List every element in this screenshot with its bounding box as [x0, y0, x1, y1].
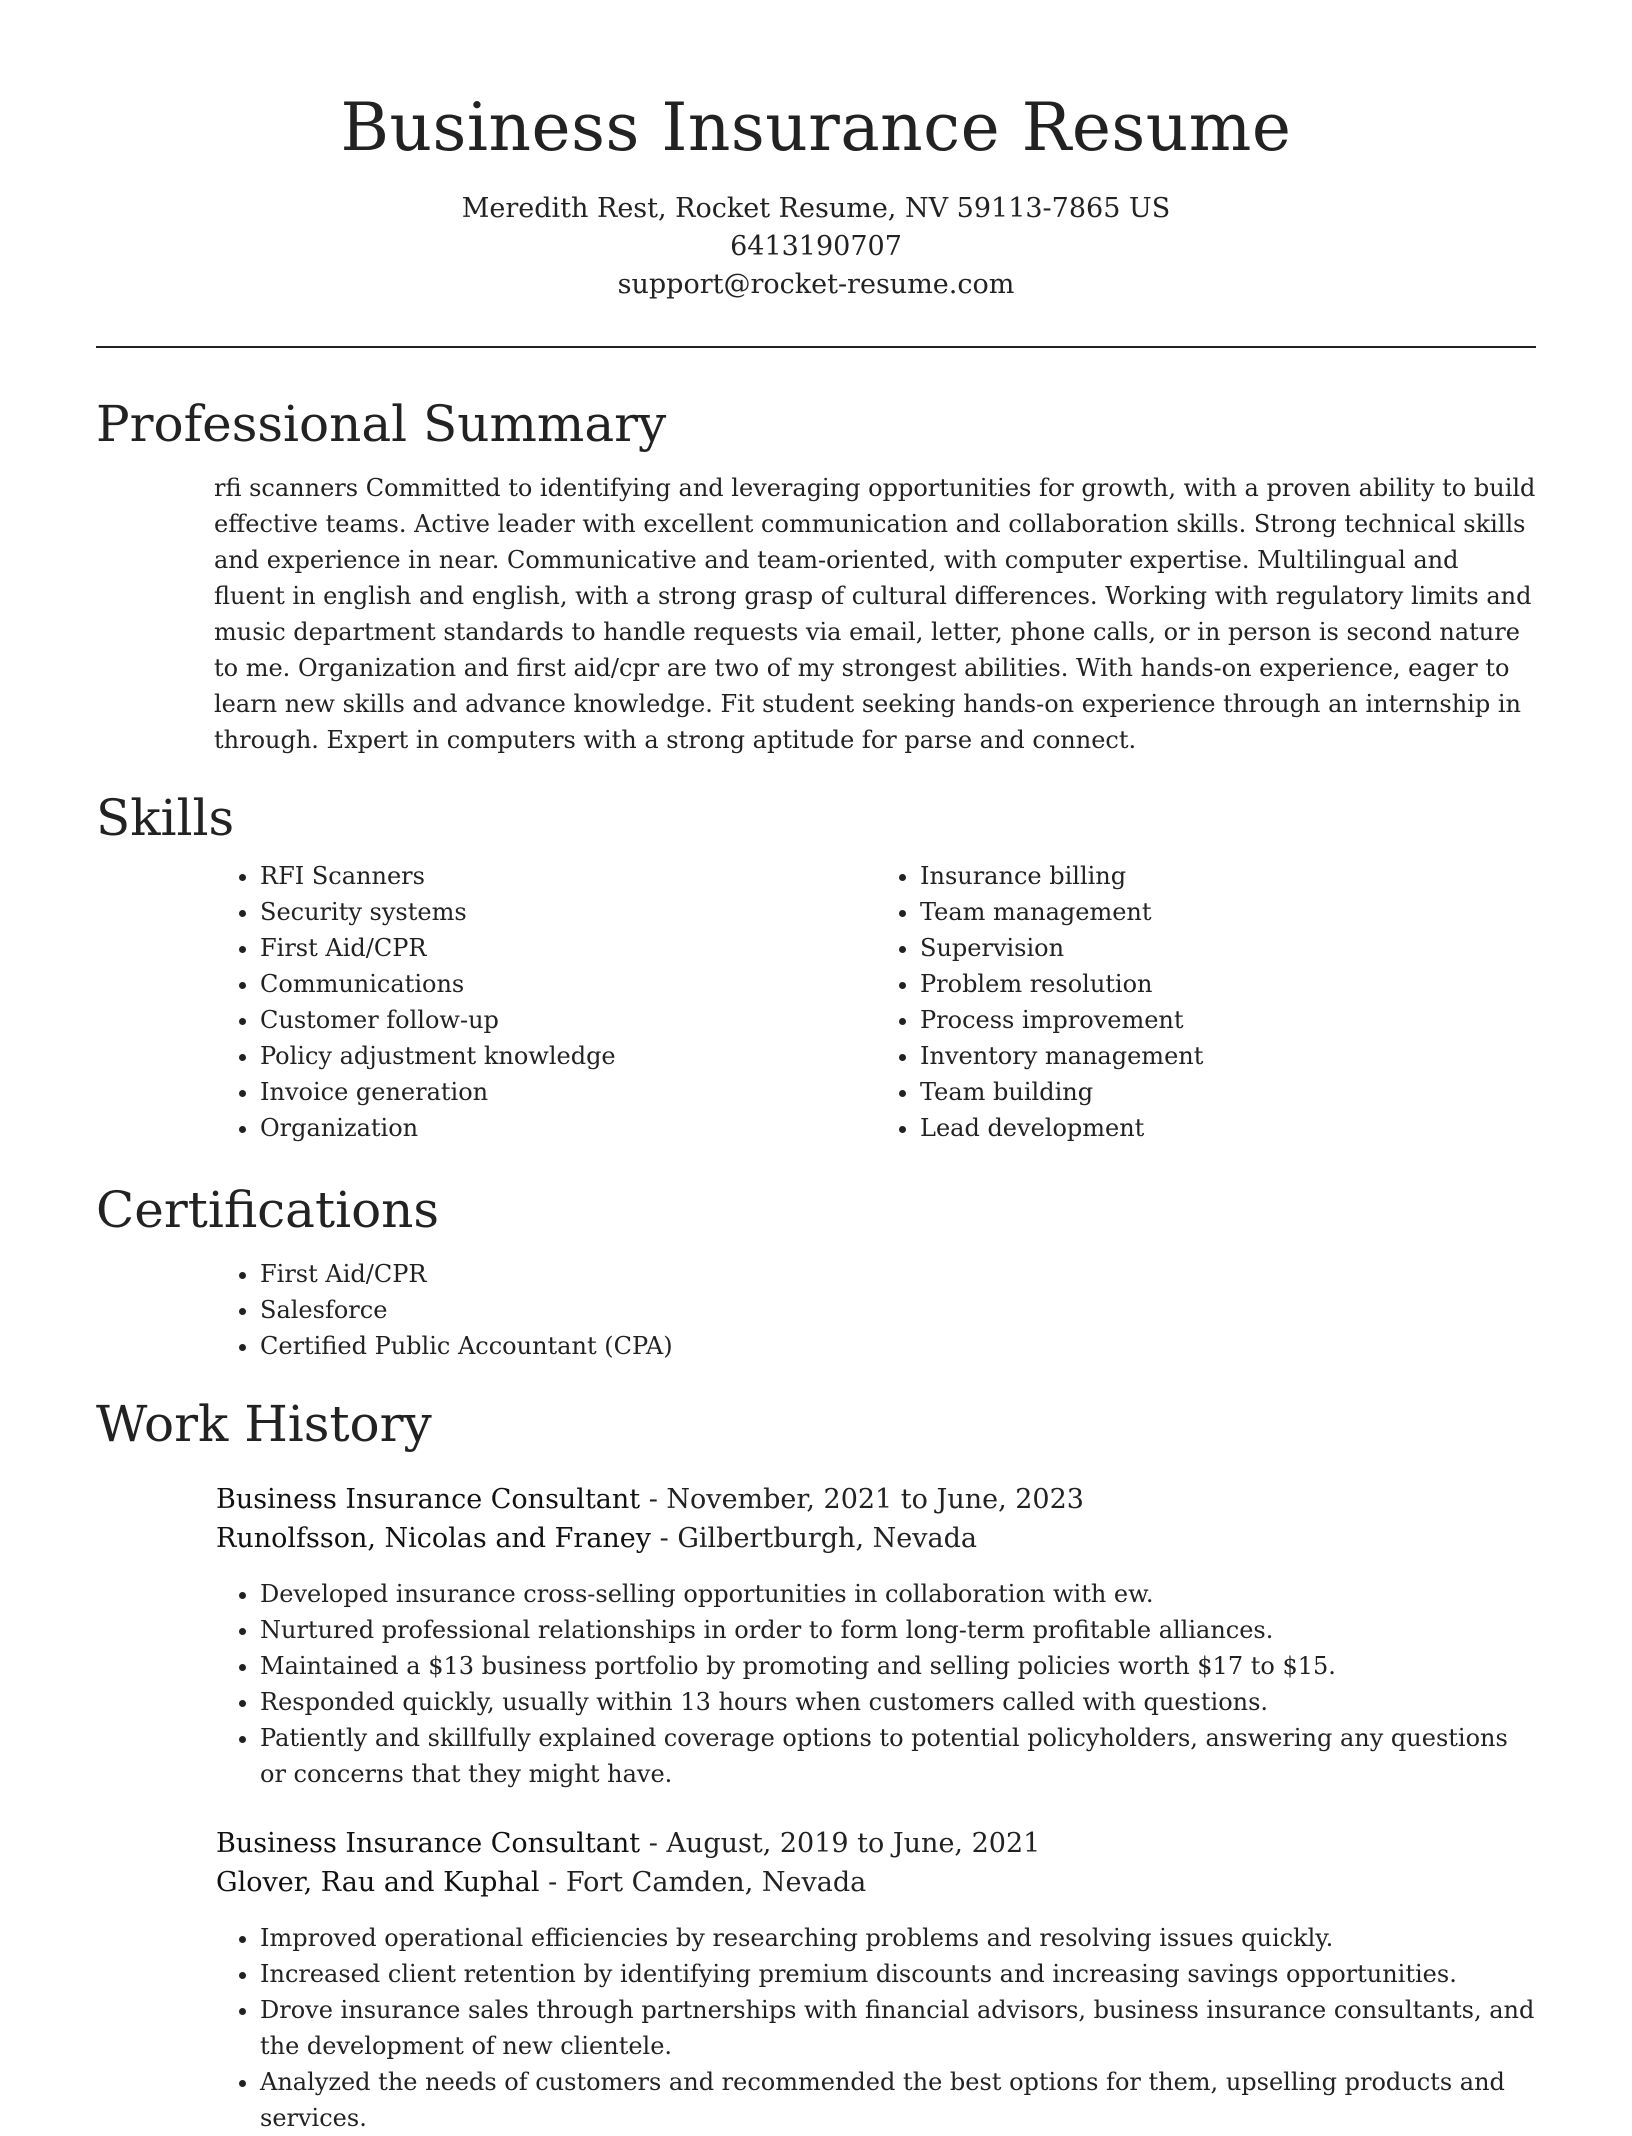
work-history-section: [0, 1392, 1632, 2136]
job-duty-item: • Developed insurance cross-selling opportunities in collaboration with ew.: [260, 1576, 1536, 1612]
job-duty-item: • Improved operational efficiencies by researching problems and resolving issues quickly.: [260, 1920, 1536, 1956]
skill-item: • Communications: [260, 966, 876, 1002]
job-duty-item: • Analyzed the needs of customers and recommended the best options for them, upselling products and services.: [260, 2064, 1536, 2136]
job-duty-item: • Drove insurance sales through partnerships with financial advisors, business insurance consultants, and the development of new clientele.: [260, 1992, 1536, 2064]
skill-item: • Process improvement: [920, 1002, 1536, 1038]
job-entry: [216, 1824, 1536, 2136]
skill-item: • Policy adjustment knowledge: [260, 1038, 876, 1074]
summary-section: [0, 392, 1632, 758]
summary-text: rfi scanners Committed to identifying and leveraging opportunities for growth, with a proven ability to build effective teams. Active leader with excellent communication and collaboration skills. Strong technical skills and experience in near. Communicative and team-oriented, with computer expertise. Multilingual and fluent in english and english, with a strong grasp of cultural differences. Working with regulatory limits and music department standards to handle requests via email, letter, phone calls, or in person is second nature to me. Organization and first aid/cpr are two of my strongest abilities. With hands-on experience, eager to learn new skills and advance knowledge. Fit student seeking hands-on experience through an internship in through. Expert in computers with a strong aptitude for parse and connect.: [214, 474, 1536, 754]
certifications-heading: Certifications: [96, 1181, 440, 1239]
header-divider: [96, 346, 1536, 348]
job-duty-item: • Responded quickly, usually within 13 hours when customers called with questions.: [260, 1684, 1536, 1720]
skill-item: • Problem resolution: [920, 966, 1536, 1002]
skill-item: • Supervision: [920, 930, 1536, 966]
address-text: Meredith Rest, Rocket Resume, NV 59113-7865 US: [461, 193, 1171, 224]
phone-text: 6413190707: [730, 231, 902, 262]
contact-info: [0, 190, 1632, 304]
job-duties-list: [216, 1920, 1536, 2136]
skill-item: • RFI Scanners: [260, 858, 876, 894]
summary-heading: Professional Summary: [96, 395, 667, 453]
job-location: - Gilbertburgh, Nevada: [651, 1523, 977, 1554]
job-role: Business Insurance Consultant: [216, 1484, 641, 1515]
skills-heading: Skills: [96, 789, 235, 847]
job-company-line: [216, 1863, 1536, 1902]
job-duty-item: • Maintained a $13 business portfolio by promoting and selling policies worth $17 to $15.: [260, 1648, 1536, 1684]
skill-item: • Inventory management: [920, 1038, 1536, 1074]
email-text: support@rocket-resume.com: [617, 269, 1015, 300]
job-company: Runolfsson, Nicolas and Franey: [216, 1523, 652, 1554]
job-location: - Fort Camden, Nevada: [539, 1867, 867, 1898]
job-company: Glover, Rau and Kuphal: [216, 1867, 540, 1898]
skill-item: • Customer follow-up: [260, 1002, 876, 1038]
job-dates: - August, 2019 to June, 2021: [640, 1828, 1041, 1859]
skills-grid: [216, 858, 1536, 1146]
skill-item: • Team building: [920, 1074, 1536, 1110]
certification-item: • First Aid/CPR: [260, 1256, 1536, 1292]
skill-item: • Security systems: [260, 894, 876, 930]
job-duty-item: • Increased client retention by identifying premium discounts and increasing savings opportunities.: [260, 1956, 1536, 1992]
skill-item: • Lead development: [920, 1110, 1536, 1146]
skills-list-left: [216, 858, 876, 1146]
job-company-line: [216, 1519, 1536, 1558]
job-duty-item: • Nurtured professional relationships in order to form long-term profitable alliances.: [260, 1612, 1536, 1648]
skills-section: [0, 786, 1632, 1146]
resume-header: [0, 0, 1632, 304]
work-history-heading: Work History: [96, 1395, 432, 1453]
job-title-line: [216, 1480, 1536, 1519]
skill-item: • Invoice generation: [260, 1074, 876, 1110]
job-duty-item: • Patiently and skillfully explained coverage options to potential policyholders, answering any questions or concerns that they might have.: [260, 1720, 1536, 1792]
job-duties-list: [216, 1576, 1536, 1792]
job-title-line: [216, 1824, 1536, 1863]
certifications-section: [0, 1178, 1632, 1364]
skill-item: • First Aid/CPR: [260, 930, 876, 966]
certification-item: • Salesforce: [260, 1292, 1536, 1328]
job-role: Business Insurance Consultant: [216, 1828, 641, 1859]
job-entry: [216, 1480, 1536, 1792]
page-title: Business Insurance Resume: [340, 89, 1292, 166]
skill-item: • Organization: [260, 1110, 876, 1146]
certifications-list: [216, 1256, 1536, 1364]
certification-item: • Certified Public Accountant (CPA): [260, 1328, 1536, 1364]
skill-item: • Team management: [920, 894, 1536, 930]
skills-list-right: [876, 858, 1536, 1146]
skill-item: • Insurance billing: [920, 858, 1536, 894]
job-dates: - November, 2021 to June, 2023: [640, 1484, 1084, 1515]
